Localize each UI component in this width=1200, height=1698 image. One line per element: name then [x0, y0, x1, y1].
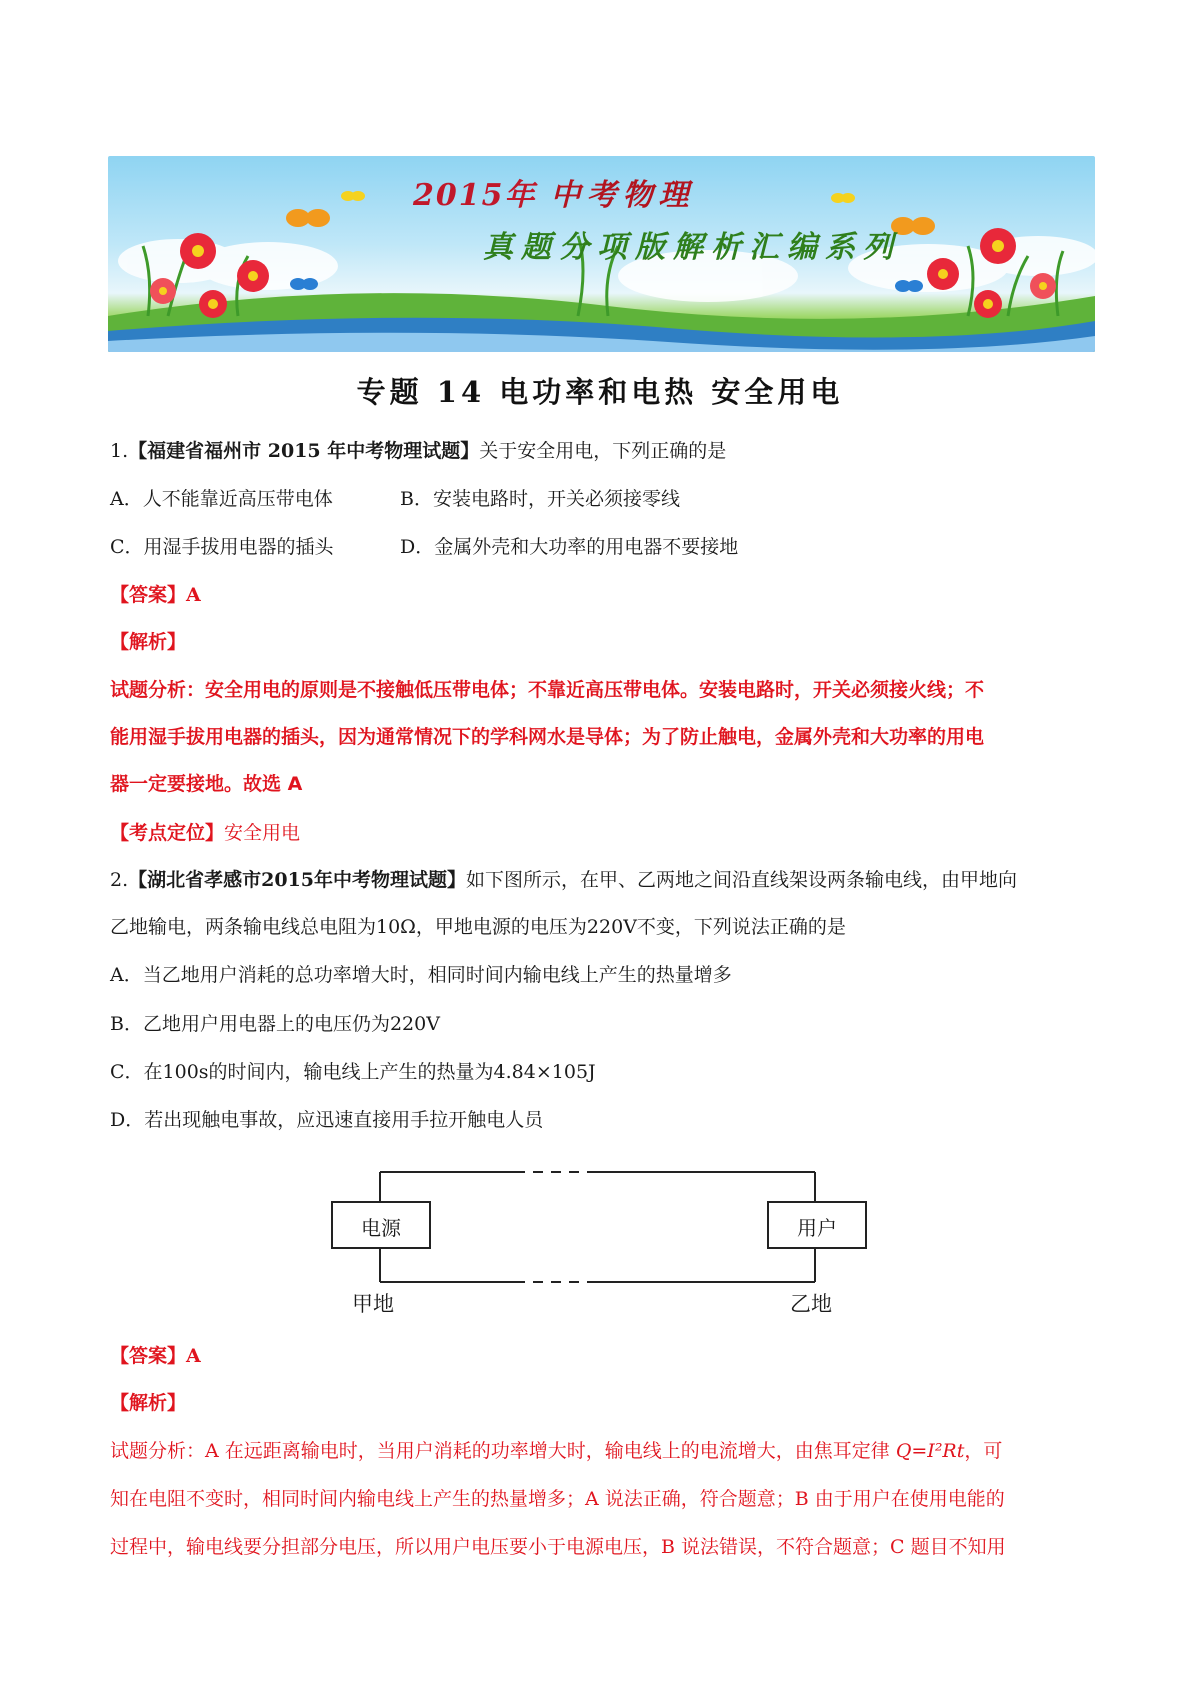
place-yi: 乙地 — [790, 1292, 832, 1316]
question-1-stem: 1.【福建省福州市 2015 年中考物理试题】关于安全用电，下列正确的是 — [110, 440, 727, 462]
question-1-analysis-line-1: 试题分析：安全用电的原则是不接触低压带电体；不靠近高压带电体。安装电路时，开关必须接火线；不 — [110, 679, 985, 701]
power-source-label: 电源 — [361, 1216, 401, 1240]
option-d: D．若出现触电事故，应迅速直接用手拉开触电人员 — [110, 1109, 544, 1131]
option-d: D．金属外壳和大功率的用电器不要接地 — [400, 536, 739, 558]
question-2-answer: 【答案】A — [110, 1345, 201, 1367]
question-2-analysis-label: 【解析】 — [110, 1392, 187, 1414]
question-1-options-row1 — [110, 485, 1100, 513]
question-2-analysis-line-3: 过程中，输电线要分担部分电压，所以用户电压要小于电源电压，B 说法错误，不符合题意；C 题目不知用 — [110, 1536, 1006, 1558]
joule-law-formula: Q=I²Rt — [895, 1440, 965, 1462]
option-c: C．用湿手拔用电器的插头 — [110, 536, 334, 558]
user-label: 用户 — [797, 1216, 837, 1240]
question-1-analysis-label: 【解析】 — [110, 631, 187, 653]
question-2-analysis-line-2: 知在电阻不变时，相同时间内输电线上产生的热量增多；A 说法正确，符合题意；B 由于用户在使用电能的 — [110, 1488, 1005, 1510]
option-b: B．乙地用户用电器上的电压仍为220V — [110, 1013, 440, 1035]
option-a: A．人不能靠近高压带电体 — [110, 488, 333, 510]
question-2-stem-line-2: 乙地输电，两条输电线总电阻为10Ω，甲地电源的电压为220V不变，下列说法正确的是 — [110, 916, 846, 938]
question-1-analysis-line-2: 能用湿手拔用电器的插头，因为通常情况下的学科网水是导体；为了防止触电，金属外壳和大功率的用电 — [110, 726, 985, 748]
banner-subtitle: 真题分项版解析汇编系列 — [483, 230, 901, 265]
place-jia: 甲地 — [352, 1292, 394, 1316]
question-1-options-row2 — [110, 533, 1100, 561]
option-c: C．在100s的时间内，输电线上产生的热量为4.84×105J — [110, 1061, 596, 1083]
option-a: A．当乙地用户消耗的总功率增大时，相同时间内输电线上产生的热量增多 — [110, 964, 732, 986]
question-2-analysis-line-1: 试题分析：A 在远距离输电时，当用户消耗的功率增大时，输电线上的电流增大，由焦耳定律 Q=I²Rt，可 — [110, 1440, 1003, 1462]
banner-title: 2015年 中考物理 — [413, 178, 695, 213]
question-2-stem-line-1: 2.【湖北省孝感市2015年中考物理试题】如下图所示，在甲、乙两地之间沿直线架设两条输电线，由甲地向 — [110, 869, 1018, 891]
question-1-answer: 【答案】A — [110, 584, 201, 606]
question-1-analysis-line-3: 器一定要接地。故选 A — [110, 773, 303, 795]
transmission-line-diagram — [320, 1160, 880, 1320]
option-b: B．安装电路时，开关必须接零线 — [400, 488, 680, 510]
header-banner — [108, 156, 1095, 352]
page-title: 专题 14 电功率和电热 安全用电 — [356, 375, 844, 409]
question-1-topic: 【考点定位】安全用电 — [110, 822, 301, 844]
